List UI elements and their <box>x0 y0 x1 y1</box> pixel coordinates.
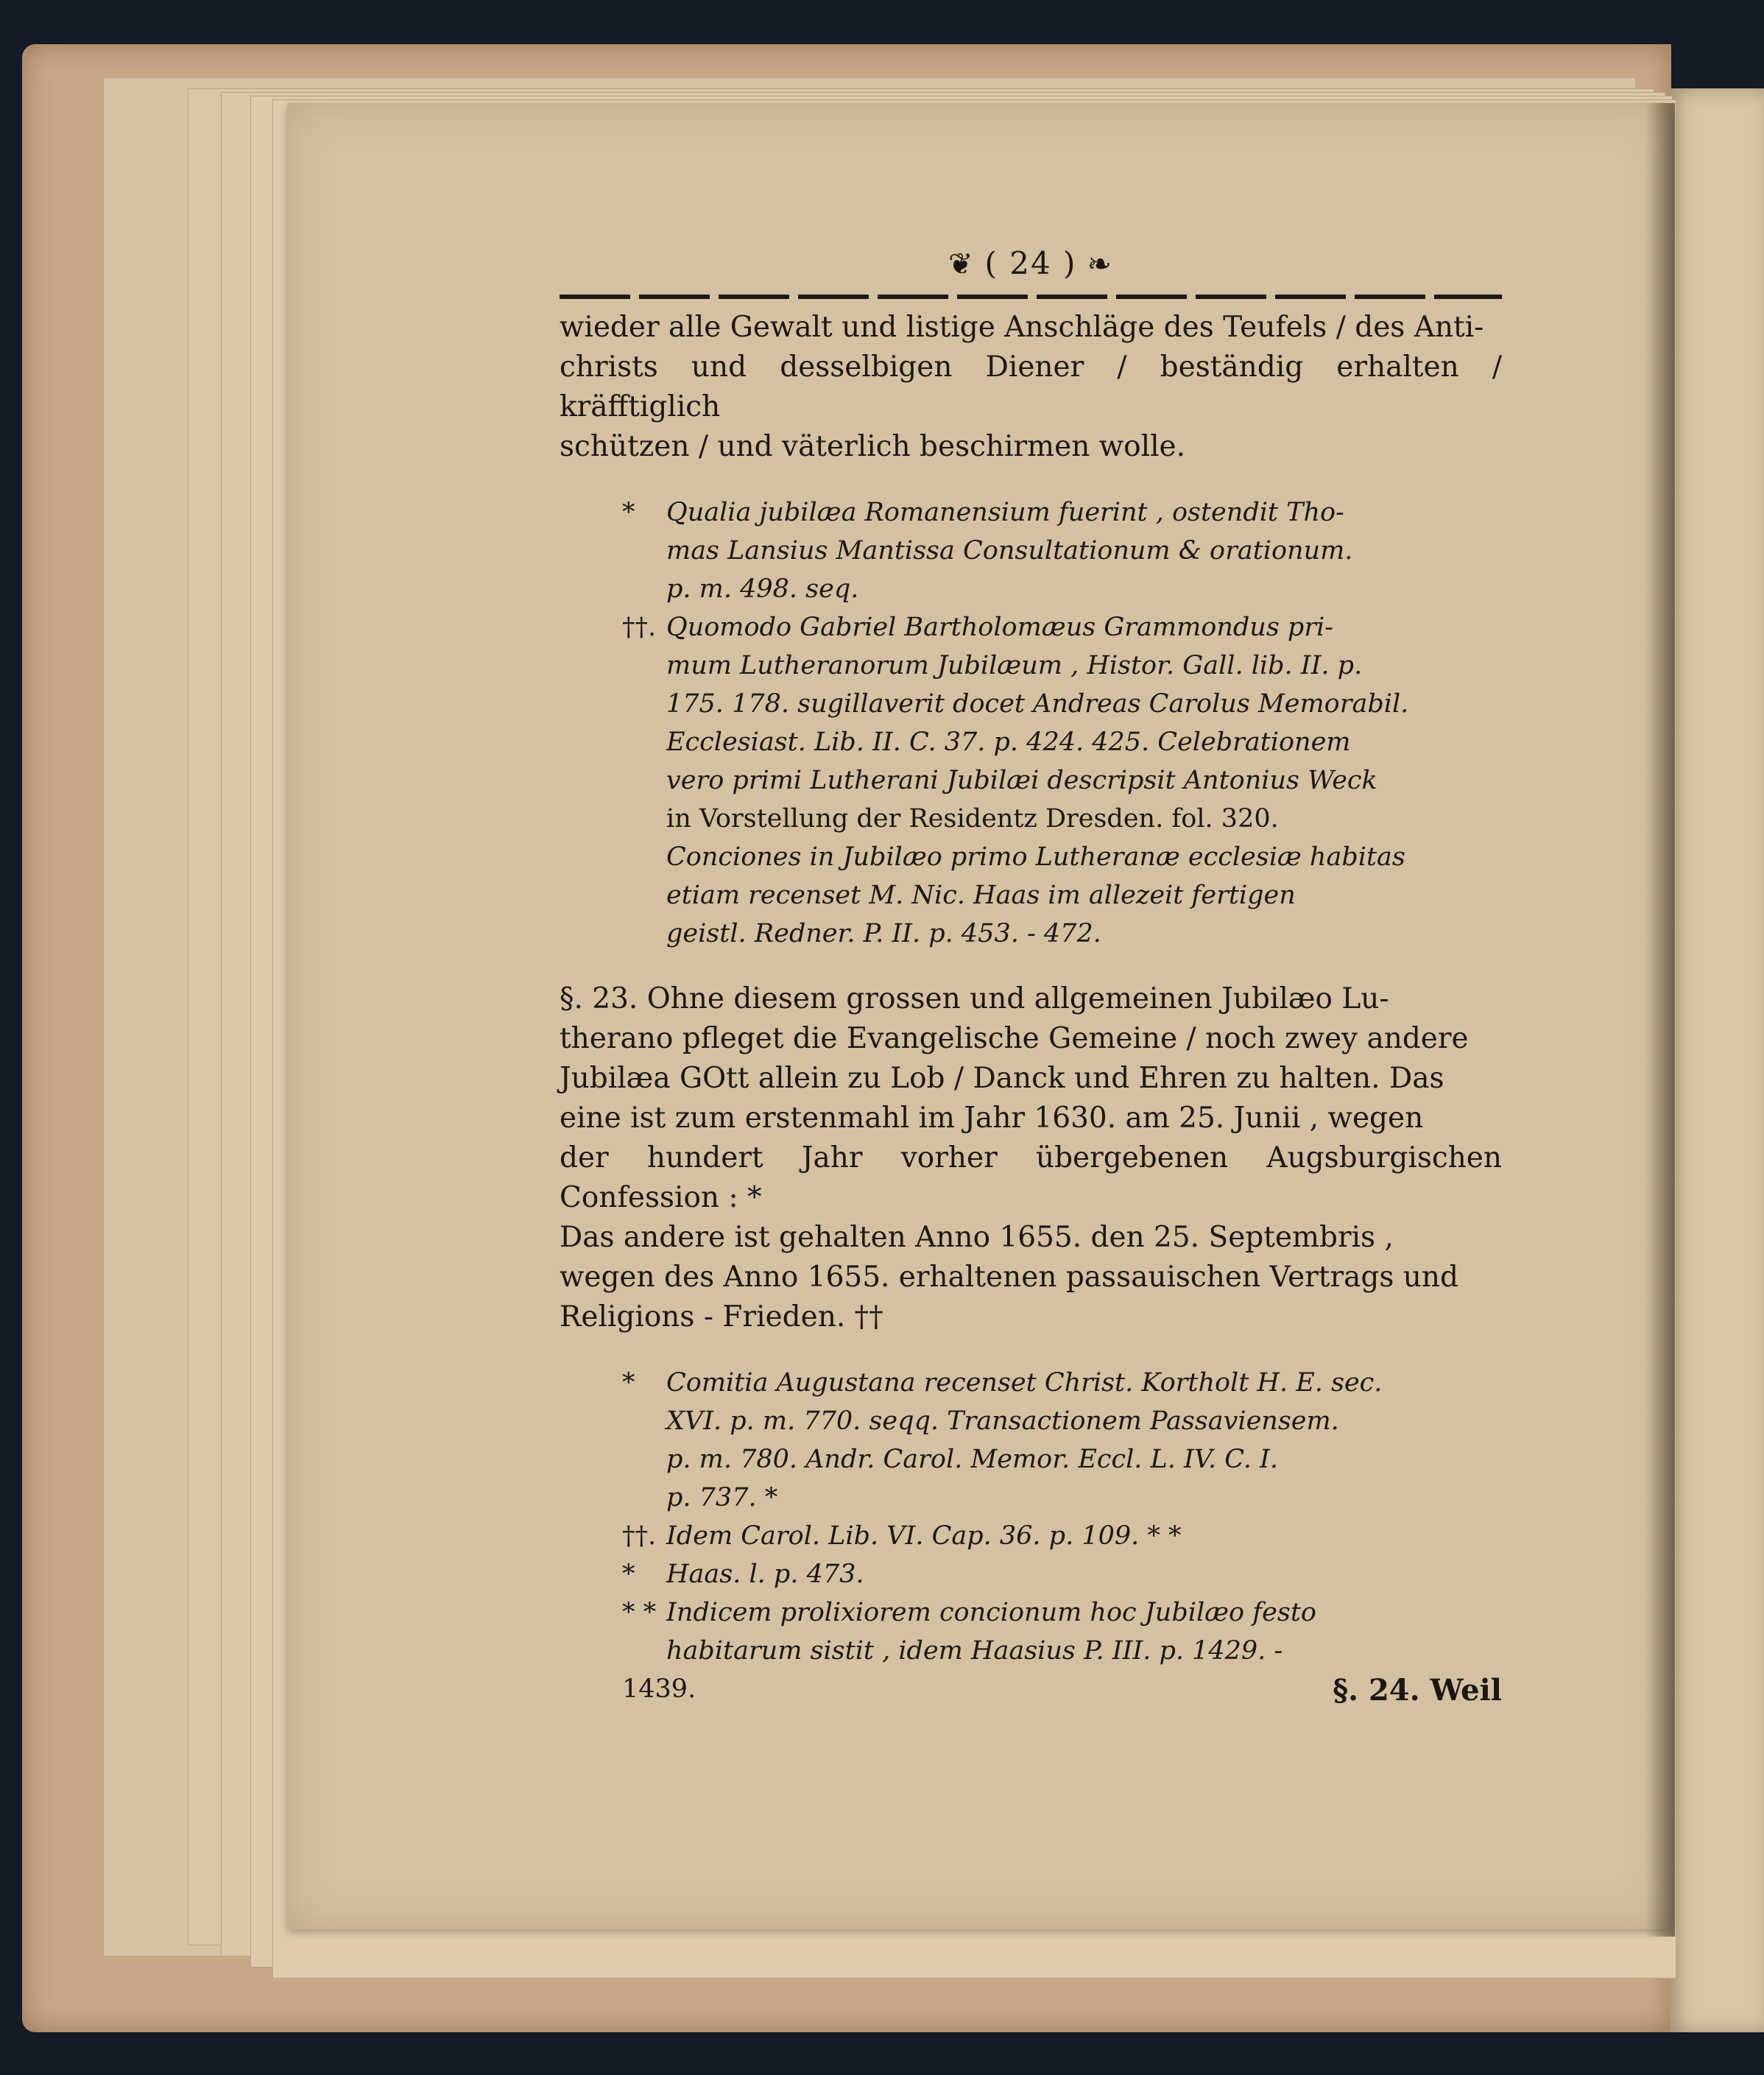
body-line: der hundert Jahr vorher übergebenen Augsburgischen Confession : * <box>560 1141 1502 1214</box>
footnote <box>560 1364 1502 1517</box>
body-line: wegen des Anno 1655. erhaltenen passauischen Vertrags und <box>560 1261 1458 1294</box>
facing-page-edge <box>1670 88 1764 2032</box>
body-line: wieder alle Gewalt und listige Anschläge des Teufels / des Anti- <box>560 311 1484 344</box>
footnote-line: Qualia jubilæa Romanensium fuerint , ostendit Tho- <box>666 498 1344 527</box>
footnotes-group-1 <box>560 493 1502 953</box>
footnote-line: Quomodo Gabriel Bartholomæus Grammondus pri- <box>666 613 1334 642</box>
footnote-mark: * <box>622 498 635 527</box>
footnote-line: Comitia Augustana recenset Christ. Kortholt H. E. sec. <box>666 1368 1383 1398</box>
footnote-mark: * <box>622 1368 635 1398</box>
footnote-line: Indicem prolixiorem concionum hoc Jubilæo festo <box>666 1598 1316 1627</box>
body-line: Religions - Frieden. †† <box>560 1300 883 1334</box>
footnote-line: etiam recenset M. Nic. Haas im allezeit fertigen <box>666 881 1296 910</box>
page-number: ( 24 ) <box>984 245 1077 281</box>
footnote-line: p. 737. * <box>666 1483 778 1512</box>
page-footer <box>560 1670 1502 1714</box>
footnote-line: XVI. p. m. 770. seqq. Transactionem Passaviensem. <box>666 1406 1339 1436</box>
footnote-line: 175. 178. sugillaverit docet Andreas Carolus Memorabil. <box>666 689 1409 719</box>
catchword: §. 24. Weil <box>1333 1673 1502 1708</box>
ornament-left-icon: ❦ <box>948 247 975 281</box>
footnote-line: in Vorstellung der Residentz Dresden. fol. 320. <box>666 804 1279 834</box>
footnote-line: p. m. 498. seq. <box>666 574 859 604</box>
text-block <box>560 243 1502 1714</box>
footnote-line: mas Lansius Mantissa Consultationum & orationum. <box>666 536 1353 566</box>
body-line: Jubilæa GOtt allein zu Lob / Danck und Ehren zu halten. Das <box>560 1062 1444 1095</box>
section-23-paragraph <box>560 979 1502 1337</box>
footnote <box>560 1593 1502 1670</box>
footnote-line: mum Lutheranorum Jubilæum , Histor. Gall. lib. II. p. <box>666 651 1363 680</box>
footnote-line: Haas. l. p. 473. <box>666 1560 864 1589</box>
footnote-mark: ††. <box>622 613 657 642</box>
footnote-mark: * * <box>622 1598 657 1627</box>
footnote-line: Idem Carol. Lib. VI. Cap. 36. p. 109. * * <box>666 1521 1182 1551</box>
footnote <box>560 1517 1502 1555</box>
page-header <box>560 243 1502 284</box>
body-line: therano pfleget die Evangelische Gemeine / noch zwey andere <box>560 1022 1469 1055</box>
footnote-line: p. m. 780. Andr. Carol. Memor. Eccl. L. IV. C. I. <box>666 1445 1279 1474</box>
footnote <box>560 1555 1502 1593</box>
footnote-line: Ecclesiast. Lib. II. C. 37. p. 424. 425. Celebrationem <box>666 728 1351 757</box>
body-line: eine ist zum erstenmahl im Jahr 1630. am 25. Junii , wegen <box>560 1102 1424 1135</box>
header-rule <box>560 295 1502 299</box>
footnotes-group-2 <box>560 1364 1502 1670</box>
footnote <box>560 493 1502 608</box>
page-gutter <box>1645 103 1675 1937</box>
footnote <box>560 608 1502 953</box>
body-line: schützen / und väterlich beschirmen wolle. <box>560 430 1186 463</box>
footnote-line: Conciones in Jubilæo primo Lutheranæ ecclesiæ habitas <box>666 842 1405 872</box>
body-line: §. 23. Ohne diesem grossen und allgemeinen Jubilæo Lu- <box>560 982 1389 1015</box>
footnote-line: habitarum sistit , idem Haasius P. III. p. 1429. - <box>666 1636 1283 1666</box>
footnote-line: geistl. Redner. P. II. p. 453. - 472. <box>666 919 1101 948</box>
body-line: christs und desselbigen Diener / beständig erhalten / kräfftiglich <box>560 350 1502 423</box>
footnote-mark: ††. <box>622 1521 657 1551</box>
footnote-continuation: 1439. <box>622 1674 696 1704</box>
body-paragraph-top <box>560 308 1502 467</box>
footnote-line: vero primi Lutherani Jubilæi descripsit Antonius Weck <box>666 766 1377 795</box>
ornament-right-icon: ❧ <box>1087 247 1113 281</box>
body-line: Das andere ist gehalten Anno 1655. den 25. Septembris , <box>560 1221 1394 1254</box>
footnote-mark: * <box>622 1560 635 1589</box>
